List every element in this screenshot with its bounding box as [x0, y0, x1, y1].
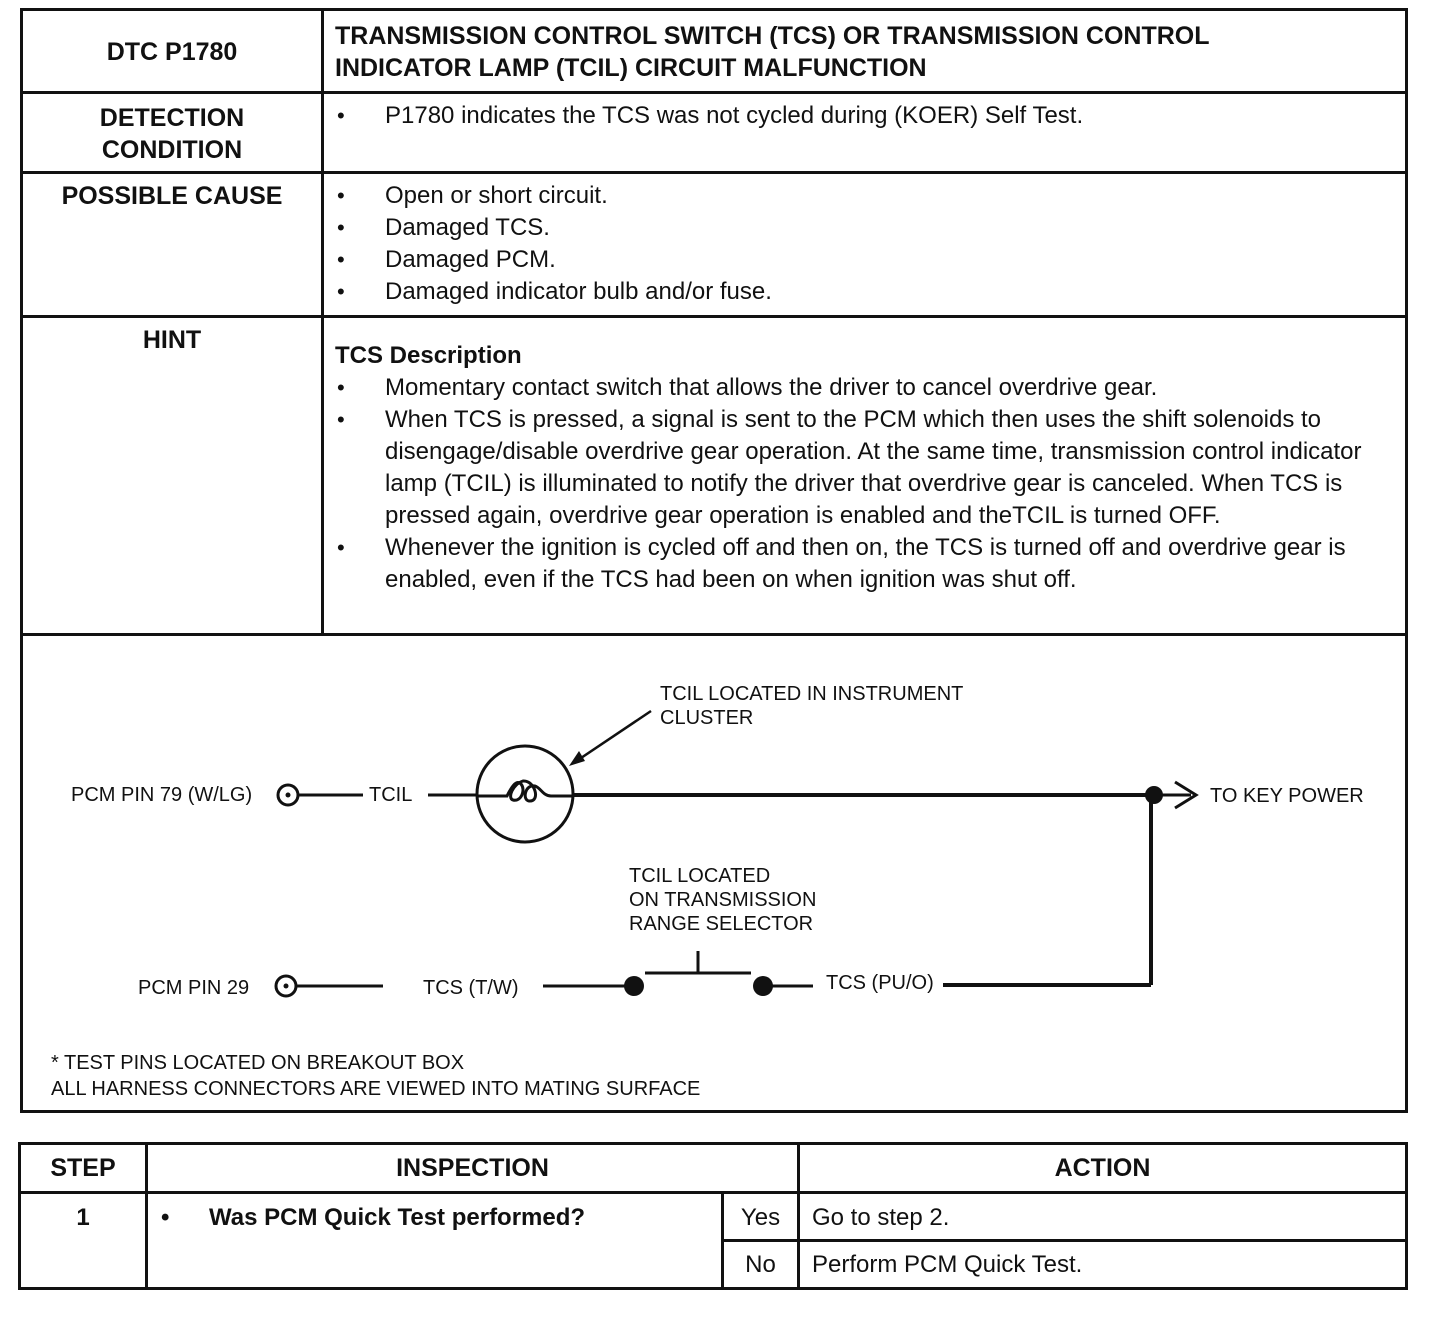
- dtc-title: TRANSMISSION CONTROL SWITCH (TCS) OR TRANSMISSION CONTROL INDICATOR LAMP (TCIL) CIRCUIT MALFUNCTION: [335, 22, 1210, 82]
- inspection-question: [161, 1203, 585, 1233]
- possible-cause-label: POSSIBLE CAUSE: [61, 182, 283, 210]
- list-item: • Open or short circuit.: [335, 180, 1395, 212]
- step-header: STEP: [50, 1154, 116, 1182]
- diagram-notes: [51, 1050, 700, 1102]
- tcil-location-line1: TCIL LOCATED IN INSTRUMENT: [660, 683, 964, 705]
- action-no: Perform PCM Quick Test.: [812, 1251, 1083, 1278]
- tcil-location-line2: CLUSTER: [660, 707, 754, 729]
- detection-list: [335, 100, 1395, 132]
- hint-subheading: TCS Description: [335, 342, 522, 369]
- possible-cause-list: [335, 180, 1395, 308]
- note-line-1: * TEST PINS LOCATED ON BREAKOUT BOX: [51, 1052, 465, 1074]
- answer-no: No: [745, 1251, 776, 1278]
- answer-yes: Yes: [740, 1204, 781, 1231]
- action-header: ACTION: [1054, 1154, 1151, 1182]
- hint-list: [335, 372, 1385, 596]
- list-item: • Momentary contact switch that allows the driver to cancel overdrive gear.: [335, 372, 1385, 404]
- tcil-location-label: [660, 682, 963, 730]
- list-item: • Whenever the ignition is cycled off and then on, the TCS is turned off and overdrive gear is enabled, even if the TCS had been on when ignition was shut off.: [335, 532, 1385, 596]
- dtc-table: [20, 8, 1408, 1113]
- dtc-code: DTC P1780: [106, 38, 238, 66]
- tcs-puo-label: TCS (PU/O): [826, 972, 934, 994]
- step-number: 1: [76, 1204, 90, 1231]
- tcil-wire-label: TCIL: [369, 784, 413, 806]
- tcil-leader-line: [575, 711, 651, 762]
- row-divider: [23, 91, 1405, 94]
- leader-arrowhead-icon: [569, 751, 585, 766]
- tcs-location-line1: TCIL LOCATED: [629, 865, 771, 887]
- step-table: [18, 1142, 1408, 1290]
- note-line-2: ALL HARNESS CONNECTORS ARE VIEWED INTO MATING SURFACE: [51, 1078, 701, 1100]
- detection-label-line1: DETECTION: [99, 104, 245, 132]
- tcs-tw-label: TCS (T/W): [423, 977, 519, 999]
- key-power-label: TO KEY POWER: [1210, 785, 1364, 807]
- pcm-pin-79-connector: [278, 785, 298, 805]
- action-yes: Go to step 2.: [812, 1204, 950, 1231]
- list-item: • Damaged TCS.: [335, 212, 1395, 244]
- column-divider: [321, 11, 324, 633]
- row-divider: [23, 315, 1405, 318]
- list-item: • Damaged PCM.: [335, 244, 1395, 276]
- switch-contact-right: [753, 976, 773, 996]
- hint-label: HINT: [142, 326, 202, 354]
- tcs-location-line2: ON TRANSMISSION: [629, 889, 817, 911]
- list-item: • When TCS is pressed, a signal is sent to the PCM which then uses the shift solenoids to disengage/disable overdrive gear operation. At the same time, transmission control indicator lamp (TCIL) is illuminated to notify the driver that overdrive gear is canceled. When TCS is pressed again, overdrive gear operation is enabled and theTCIL is turned OFF.: [335, 404, 1385, 532]
- header-divider: [21, 1191, 1405, 1194]
- wiring-diagram: [23, 634, 1405, 1110]
- tcs-location-label: [629, 864, 816, 936]
- row-divider: [23, 171, 1405, 174]
- tcil-lamp-icon: [477, 746, 573, 842]
- list-item: • P1780 indicates the TCS was not cycled during (KOER) Self Test.: [335, 100, 1395, 132]
- inspection-header: INSPECTION: [396, 1154, 549, 1182]
- detection-label-line2: CONDITION: [101, 136, 243, 164]
- answer-row-divider: [721, 1239, 1405, 1242]
- detection-label: [23, 102, 321, 166]
- bullet: •: [161, 1204, 170, 1231]
- pcm-pin-29-connector: [276, 976, 296, 996]
- pcm-pin-79-label: PCM PIN 79 (W/LG): [71, 784, 253, 806]
- tcs-location-line3: RANGE SELECTOR: [629, 913, 814, 935]
- inspection-text: Was PCM Quick Test performed?: [209, 1204, 586, 1231]
- switch-contact-left: [624, 976, 644, 996]
- list-item: • Damaged indicator bulb and/or fuse.: [335, 276, 1395, 308]
- pcm-pin-29-label: PCM PIN 29: [138, 977, 250, 999]
- hint-content: [335, 340, 1385, 596]
